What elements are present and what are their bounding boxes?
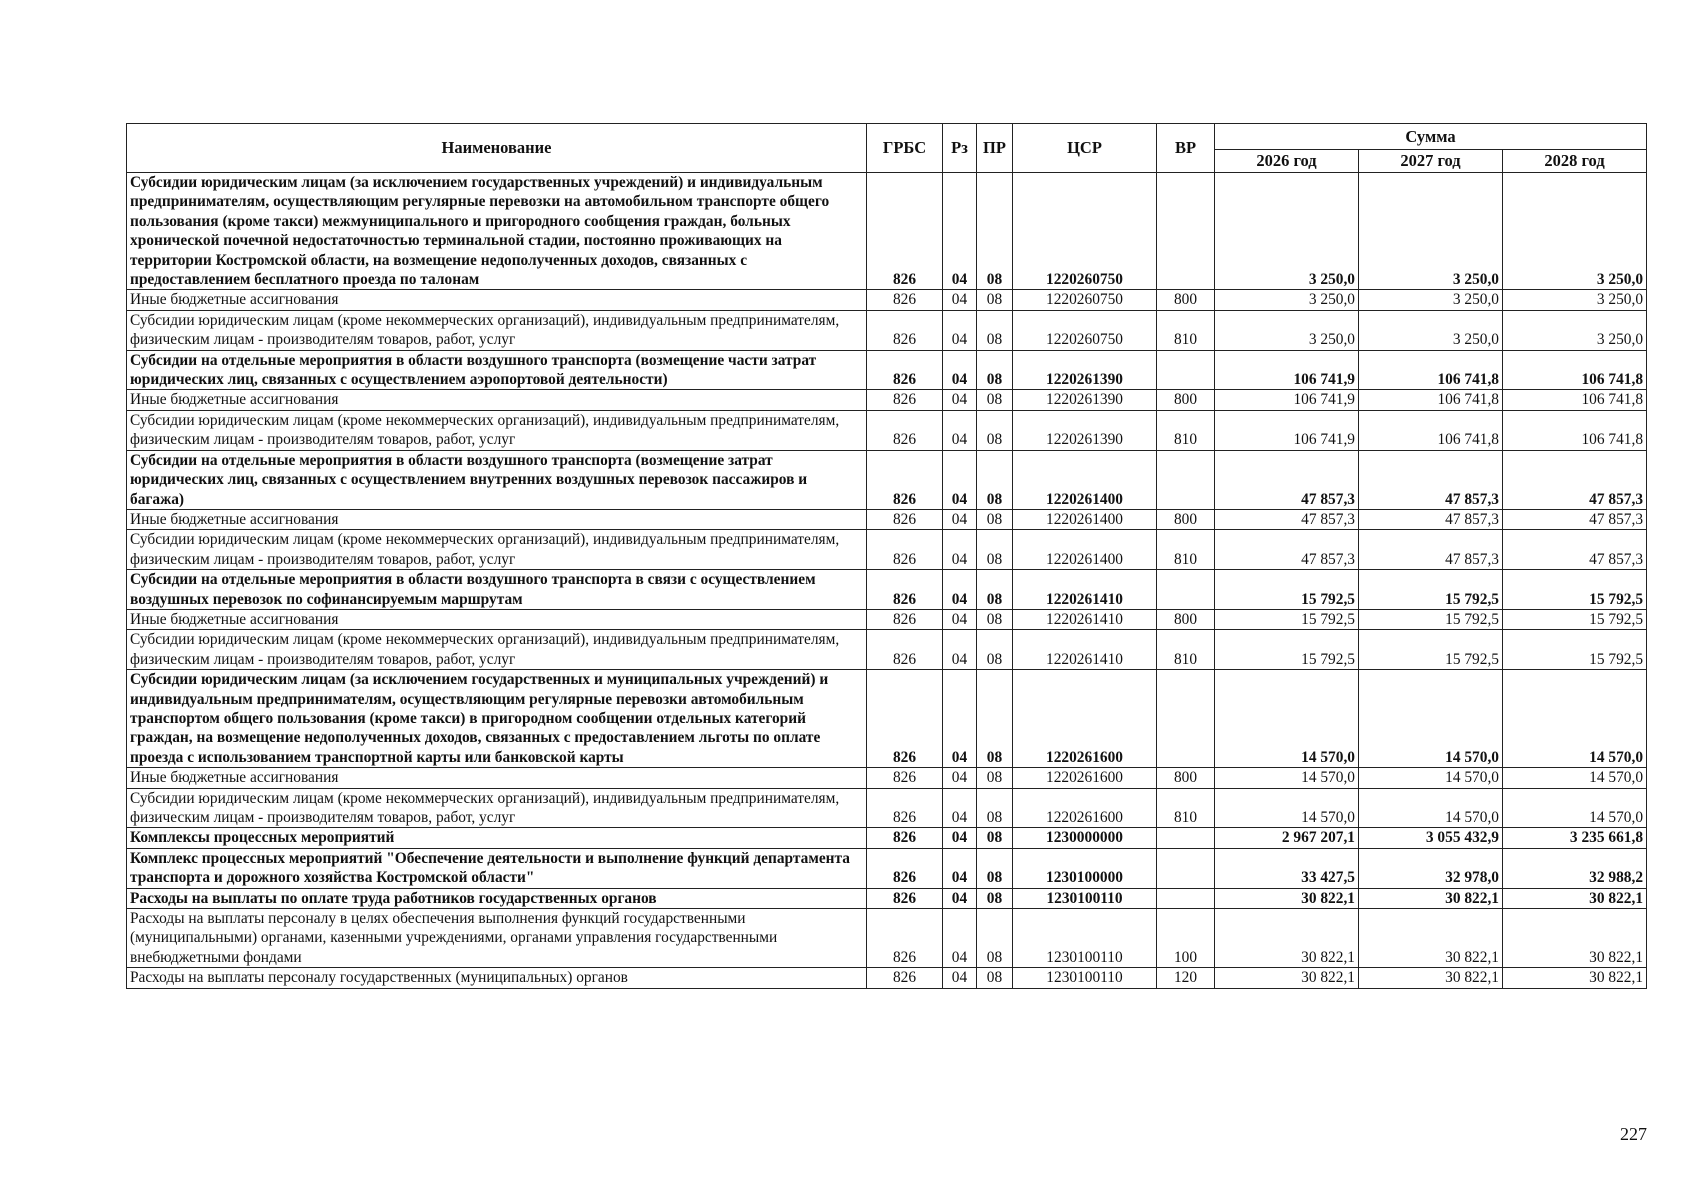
cell-pr: 08: [977, 450, 1013, 509]
cell-2028: 32 988,2: [1503, 848, 1647, 888]
table-row: [127, 509, 1647, 529]
cell-2026: 47 857,3: [1215, 509, 1359, 529]
cell-csr: 1220261600: [1013, 768, 1157, 788]
cell-2028: 14 570,0: [1503, 768, 1647, 788]
cell-name: Субсидии на отдельные мероприятия в области воздушного транспорта (возмещение затрат юридических лиц, связанных с осуществлением внутренних воздушных перевозок пассажиров и багажа): [127, 450, 867, 509]
cell-vr: 800: [1157, 768, 1215, 788]
cell-2027: 30 822,1: [1359, 968, 1503, 988]
cell-pr: 08: [977, 968, 1013, 988]
cell-name: Иные бюджетные ассигнования: [127, 509, 867, 529]
cell-pr: 08: [977, 828, 1013, 848]
cell-pr: 08: [977, 888, 1013, 908]
cell-2026: 15 792,5: [1215, 609, 1359, 629]
cell-rz: 04: [943, 609, 977, 629]
cell-rz: 04: [943, 630, 977, 670]
cell-2027: 106 741,8: [1359, 410, 1503, 450]
cell-2028: 47 857,3: [1503, 509, 1647, 529]
cell-name: Субсидии на отдельные мероприятия в области воздушного транспорта в связи с осуществлением воздушных перевозок по софинансируемым маршрутам: [127, 570, 867, 610]
cell-2028: 3 250,0: [1503, 290, 1647, 310]
cell-rz: 04: [943, 290, 977, 310]
cell-csr: 1230100000: [1013, 848, 1157, 888]
cell-grbs: 826: [867, 630, 943, 670]
cell-2026: 14 570,0: [1215, 788, 1359, 828]
cell-2027: 106 741,8: [1359, 390, 1503, 410]
cell-vr: 800: [1157, 509, 1215, 529]
cell-name: Комплексы процессных мероприятий: [127, 828, 867, 848]
cell-csr: 1230100110: [1013, 968, 1157, 988]
table-row: [127, 350, 1647, 390]
cell-name: Субсидии на отдельные мероприятия в области воздушного транспорта (возмещение части затрат юридических лиц, связанных с осуществлением аэропортовой деятельности): [127, 350, 867, 390]
cell-rz: 04: [943, 350, 977, 390]
cell-csr: 1220260750: [1013, 290, 1157, 310]
cell-grbs: 826: [867, 173, 943, 290]
cell-2026: 33 427,5: [1215, 848, 1359, 888]
cell-2026: 30 822,1: [1215, 968, 1359, 988]
table-row: [127, 390, 1647, 410]
table-row: [127, 968, 1647, 988]
header-2027: 2027 год: [1359, 150, 1503, 173]
cell-csr: 1220261390: [1013, 410, 1157, 450]
cell-pr: 08: [977, 173, 1013, 290]
cell-rz: 04: [943, 570, 977, 610]
cell-rz: 04: [943, 909, 977, 968]
cell-2028: 30 822,1: [1503, 968, 1647, 988]
cell-2026: 2 967 207,1: [1215, 828, 1359, 848]
cell-csr: 1230100110: [1013, 909, 1157, 968]
cell-rz: 04: [943, 768, 977, 788]
cell-2028: 47 857,3: [1503, 530, 1647, 570]
cell-2027: 14 570,0: [1359, 670, 1503, 768]
cell-pr: 08: [977, 630, 1013, 670]
cell-2027: 106 741,8: [1359, 350, 1503, 390]
cell-rz: 04: [943, 968, 977, 988]
cell-csr: 1220261600: [1013, 788, 1157, 828]
table-row: [127, 888, 1647, 908]
cell-2026: 3 250,0: [1215, 310, 1359, 350]
cell-csr: 1230100110: [1013, 888, 1157, 908]
cell-grbs: 826: [867, 768, 943, 788]
cell-name: Иные бюджетные ассигнования: [127, 768, 867, 788]
cell-csr: 1220261400: [1013, 509, 1157, 529]
cell-vr: [1157, 848, 1215, 888]
cell-pr: 08: [977, 848, 1013, 888]
cell-csr: 1220261410: [1013, 570, 1157, 610]
cell-pr: 08: [977, 310, 1013, 350]
cell-vr: 810: [1157, 410, 1215, 450]
cell-2028: 15 792,5: [1503, 570, 1647, 610]
cell-vr: [1157, 888, 1215, 908]
cell-2028: 15 792,5: [1503, 630, 1647, 670]
cell-pr: 08: [977, 530, 1013, 570]
cell-rz: 04: [943, 450, 977, 509]
cell-csr: 1220261410: [1013, 609, 1157, 629]
cell-vr: 800: [1157, 290, 1215, 310]
cell-2027: 30 822,1: [1359, 909, 1503, 968]
cell-csr: 1220261600: [1013, 670, 1157, 768]
cell-2026: 47 857,3: [1215, 450, 1359, 509]
cell-pr: 08: [977, 509, 1013, 529]
table-header: [127, 124, 1647, 173]
cell-name: Расходы на выплаты персоналу в целях обеспечения выполнения функций государственными (муниципальными) органами, казенными учреждениями, органами управления государственными внебюджетными фондами: [127, 909, 867, 968]
table-row: [127, 848, 1647, 888]
cell-grbs: 826: [867, 450, 943, 509]
cell-grbs: 826: [867, 888, 943, 908]
cell-2028: 3 235 661,8: [1503, 828, 1647, 848]
table-row: [127, 630, 1647, 670]
cell-2028: 47 857,3: [1503, 450, 1647, 509]
table-row: [127, 310, 1647, 350]
cell-2028: 106 741,8: [1503, 410, 1647, 450]
budget-page: [126, 123, 1646, 989]
cell-vr: [1157, 828, 1215, 848]
table-row: [127, 570, 1647, 610]
cell-2027: 47 857,3: [1359, 509, 1503, 529]
header-vr: ВР: [1157, 124, 1215, 173]
cell-grbs: 826: [867, 828, 943, 848]
table-row: [127, 530, 1647, 570]
cell-grbs: 826: [867, 530, 943, 570]
cell-2028: 106 741,8: [1503, 350, 1647, 390]
table-row: [127, 788, 1647, 828]
cell-2027: 3 250,0: [1359, 173, 1503, 290]
cell-2027: 15 792,5: [1359, 630, 1503, 670]
header-grbs: ГРБС: [867, 124, 943, 173]
cell-pr: 08: [977, 410, 1013, 450]
cell-2026: 15 792,5: [1215, 630, 1359, 670]
cell-vr: 120: [1157, 968, 1215, 988]
cell-2027: 3 250,0: [1359, 310, 1503, 350]
cell-grbs: 826: [867, 848, 943, 888]
cell-csr: 1220261390: [1013, 350, 1157, 390]
cell-name: Субсидии юридическим лицам (кроме некоммерческих организаций), индивидуальным предпринимателям, физическим лицам - производителям товаров, работ, услуг: [127, 630, 867, 670]
cell-grbs: 826: [867, 788, 943, 828]
cell-vr: [1157, 450, 1215, 509]
budget-table: [126, 123, 1647, 989]
table-row: [127, 909, 1647, 968]
cell-grbs: 826: [867, 290, 943, 310]
cell-2027: 3 055 432,9: [1359, 828, 1503, 848]
cell-grbs: 826: [867, 570, 943, 610]
cell-rz: 04: [943, 173, 977, 290]
table-row: [127, 609, 1647, 629]
cell-2028: 3 250,0: [1503, 310, 1647, 350]
cell-2027: 3 250,0: [1359, 290, 1503, 310]
cell-rz: 04: [943, 410, 977, 450]
cell-vr: [1157, 570, 1215, 610]
cell-name: Иные бюджетные ассигнования: [127, 390, 867, 410]
cell-2026: 3 250,0: [1215, 173, 1359, 290]
cell-name: Субсидии юридическим лицам (за исключением государственных учреждений) и индивидуальным предпринимателям, осуществляющим регулярные перевозки на автомобильном транспорте общего пользования (кроме такси) межмуниципального и пригородного сообщения граждан, больных хронической почечной недостаточностью терминальной стадии, постоянно проживающих на территории Костромской области, на возмещение недополученных доходов, связанных с предоставлением бесплатного проезда по талонам: [127, 173, 867, 290]
cell-rz: 04: [943, 788, 977, 828]
cell-2026: 14 570,0: [1215, 768, 1359, 788]
cell-2026: 106 741,9: [1215, 350, 1359, 390]
cell-vr: 810: [1157, 530, 1215, 570]
cell-name: Субсидии юридическим лицам (кроме некоммерческих организаций), индивидуальным предпринимателям, физическим лицам - производителям товаров, работ, услуг: [127, 410, 867, 450]
cell-name: Иные бюджетные ассигнования: [127, 290, 867, 310]
cell-csr: 1220261410: [1013, 630, 1157, 670]
cell-rz: 04: [943, 670, 977, 768]
table-row: [127, 670, 1647, 768]
cell-2026: 30 822,1: [1215, 888, 1359, 908]
header-csr: ЦСР: [1013, 124, 1157, 173]
cell-grbs: 826: [867, 410, 943, 450]
cell-vr: 810: [1157, 630, 1215, 670]
cell-2027: 32 978,0: [1359, 848, 1503, 888]
cell-csr: 1220261390: [1013, 390, 1157, 410]
cell-name: Субсидии юридическим лицам (за исключением государственных и муниципальных учреждений) и индивидуальным предпринимателям, осуществляющим регулярные перевозки автомобильным транспортом общего пользования (кроме такси) в пригородном сообщении отдельных категорий граждан, на возмещение недополученных доходов, связанных с предоставлением льготы по оплате проезда с использованием транспортной карты или банковской карты: [127, 670, 867, 768]
header-sum: Сумма: [1215, 124, 1647, 150]
cell-grbs: 826: [867, 310, 943, 350]
cell-2026: 47 857,3: [1215, 530, 1359, 570]
header-pr: ПР: [977, 124, 1013, 173]
cell-2028: 30 822,1: [1503, 909, 1647, 968]
cell-2027: 47 857,3: [1359, 530, 1503, 570]
header-2028: 2028 год: [1503, 150, 1647, 173]
cell-vr: [1157, 173, 1215, 290]
table-row: [127, 290, 1647, 310]
cell-name: Субсидии юридическим лицам (кроме некоммерческих организаций), индивидуальным предпринимателям, физическим лицам - производителям товаров, работ, услуг: [127, 530, 867, 570]
cell-rz: 04: [943, 828, 977, 848]
cell-vr: 810: [1157, 310, 1215, 350]
page-number: 227: [1620, 1124, 1647, 1144]
cell-rz: 04: [943, 509, 977, 529]
cell-2027: 15 792,5: [1359, 609, 1503, 629]
cell-vr: 800: [1157, 390, 1215, 410]
table-row: [127, 828, 1647, 848]
cell-pr: 08: [977, 788, 1013, 828]
cell-2026: 106 741,9: [1215, 410, 1359, 450]
cell-name: Комплекс процессных мероприятий "Обеспечение деятельности и выполнение функций департамента транспорта и дорожного хозяйства Костромской области": [127, 848, 867, 888]
cell-pr: 08: [977, 670, 1013, 768]
cell-name: Расходы на выплаты персоналу государственных (муниципальных) органов: [127, 968, 867, 988]
cell-vr: 810: [1157, 788, 1215, 828]
cell-2027: 47 857,3: [1359, 450, 1503, 509]
cell-grbs: 826: [867, 909, 943, 968]
cell-vr: 100: [1157, 909, 1215, 968]
header-rz: Рз: [943, 124, 977, 173]
table-body: [127, 173, 1647, 989]
cell-2026: 3 250,0: [1215, 290, 1359, 310]
cell-rz: 04: [943, 888, 977, 908]
table-row: [127, 450, 1647, 509]
cell-2027: 14 570,0: [1359, 788, 1503, 828]
cell-pr: 08: [977, 390, 1013, 410]
cell-2026: 30 822,1: [1215, 909, 1359, 968]
cell-name: Расходы на выплаты по оплате труда работников государственных органов: [127, 888, 867, 908]
cell-pr: 08: [977, 609, 1013, 629]
cell-rz: 04: [943, 390, 977, 410]
cell-name: Субсидии юридическим лицам (кроме некоммерческих организаций), индивидуальным предпринимателям, физическим лицам - производителям товаров, работ, услуг: [127, 788, 867, 828]
cell-grbs: 826: [867, 670, 943, 768]
cell-2027: 15 792,5: [1359, 570, 1503, 610]
cell-pr: 08: [977, 290, 1013, 310]
cell-rz: 04: [943, 530, 977, 570]
cell-csr: 1220261400: [1013, 450, 1157, 509]
header-name: Наименование: [127, 124, 867, 173]
cell-pr: 08: [977, 909, 1013, 968]
cell-csr: 1220260750: [1013, 310, 1157, 350]
cell-vr: [1157, 350, 1215, 390]
cell-2027: 30 822,1: [1359, 888, 1503, 908]
cell-name: Субсидии юридическим лицам (кроме некоммерческих организаций), индивидуальным предпринимателям, физическим лицам - производителям товаров, работ, услуг: [127, 310, 867, 350]
cell-grbs: 826: [867, 609, 943, 629]
cell-2028: 106 741,8: [1503, 390, 1647, 410]
cell-grbs: 826: [867, 968, 943, 988]
cell-2028: 14 570,0: [1503, 670, 1647, 768]
cell-pr: 08: [977, 350, 1013, 390]
cell-grbs: 826: [867, 350, 943, 390]
table-row: [127, 768, 1647, 788]
cell-csr: 1220261400: [1013, 530, 1157, 570]
table-row: [127, 173, 1647, 290]
cell-pr: 08: [977, 768, 1013, 788]
cell-rz: 04: [943, 310, 977, 350]
cell-2028: 30 822,1: [1503, 888, 1647, 908]
cell-2026: 15 792,5: [1215, 570, 1359, 610]
cell-csr: 1220260750: [1013, 173, 1157, 290]
cell-2027: 14 570,0: [1359, 768, 1503, 788]
header-2026: 2026 год: [1215, 150, 1359, 173]
cell-2028: 3 250,0: [1503, 173, 1647, 290]
table-row: [127, 410, 1647, 450]
cell-rz: 04: [943, 848, 977, 888]
cell-2028: 14 570,0: [1503, 788, 1647, 828]
cell-pr: 08: [977, 570, 1013, 610]
cell-2028: 15 792,5: [1503, 609, 1647, 629]
cell-vr: 800: [1157, 609, 1215, 629]
cell-name: Иные бюджетные ассигнования: [127, 609, 867, 629]
cell-2026: 14 570,0: [1215, 670, 1359, 768]
cell-vr: [1157, 670, 1215, 768]
cell-2026: 106 741,9: [1215, 390, 1359, 410]
cell-csr: 1230000000: [1013, 828, 1157, 848]
cell-grbs: 826: [867, 509, 943, 529]
cell-grbs: 826: [867, 390, 943, 410]
